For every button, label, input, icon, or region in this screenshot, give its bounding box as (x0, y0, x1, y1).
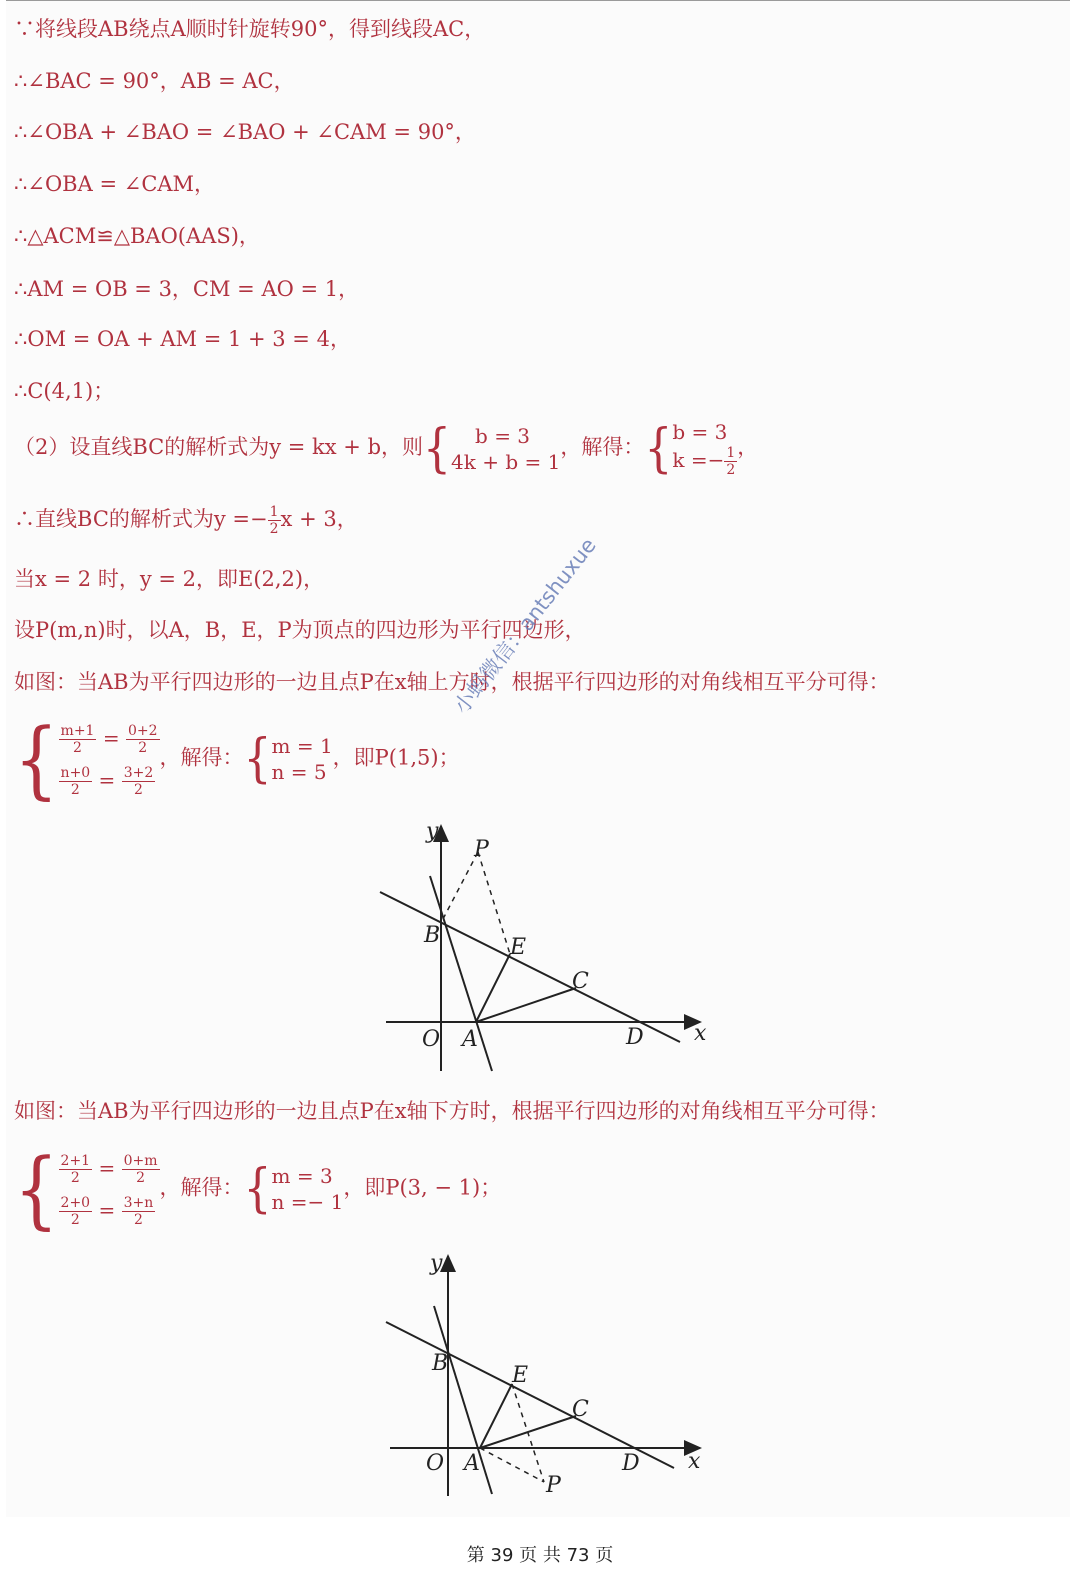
case2-text: 如图：当AB为平行四边形的一边且点P在x轴下方时，根据平行四边形的对角线相互平分可得： (14, 1099, 890, 1123)
label-o: O (426, 1451, 445, 1476)
label-p: P (474, 837, 489, 862)
system-1: b = 3 4k + b = 1 (451, 423, 561, 474)
watermark: 小蚂微信：antshuxue (449, 533, 601, 719)
label-o: O (422, 1027, 441, 1052)
figure-1 (366, 816, 726, 1076)
label-b: B (424, 923, 441, 948)
proof-line-8: ∴C(4,1)； (14, 379, 115, 403)
part2-mid: ，解得： (560, 435, 645, 459)
line-bc (386, 1322, 674, 1468)
system-2: b = 3 k =− $\frac{1}{2}$ (672, 420, 736, 478)
figure-2 (366, 1246, 726, 1506)
segment-pe (478, 852, 510, 954)
label-x: x (688, 1449, 701, 1474)
document-page (6, 0, 1070, 1517)
page-footer: 第 39 页 共 73 页 (466, 1545, 614, 1566)
line-bc (380, 892, 680, 1042)
left-brace: { (644, 417, 673, 479)
proof-line-6: ∴AM = OB = 3，CM = AO = 1， (14, 277, 360, 301)
label-e: E (512, 1363, 529, 1388)
bc-line: ∴直线BC的解析式为y =− $\frac{1}{2}$ x + 3， (14, 504, 358, 537)
label-c: C (572, 1397, 589, 1422)
left-brace: { (423, 417, 452, 479)
case1-text: 如图：当AB为平行四边形的一边且点P在x轴上方时，根据平行四边形的对角线相互平分可得： (14, 670, 890, 694)
label-y: y (430, 1251, 443, 1276)
proof-line-7: ∴OM = OA + AM = 1 + 3 = 4， (14, 327, 351, 351)
label-d: D (622, 1451, 640, 1476)
label-a: A (464, 1451, 480, 1476)
p-point-line: 设P(m,n)时，以A，B，E，P为顶点的四边形为平行四边形， (14, 618, 586, 642)
case2-equations: { $\frac{2+1}{2}$ = $\frac{0+m}{2}$ $\frac{2+0}{2}$ = $\frac{3+n}{2}$ ，解得：{ m = 3 n =− 1 ，即P(3, − 1)； (14, 1139, 502, 1239)
label-e: E (510, 935, 527, 960)
label-p: P (546, 1473, 561, 1498)
part2-line: （2）设直线BC的解析式为y = kx + b，则{ b = 3 4k + b = 1 ，解得：{ b = 3 k =− $\frac{1}{2}$ ， (14, 417, 759, 479)
label-c: C (572, 969, 589, 994)
label-b: B (432, 1351, 449, 1376)
label-d: D (626, 1025, 644, 1050)
label-y: y (426, 819, 439, 844)
part2-prefix: （2）设直线BC的解析式为y = kx + b，则 (14, 435, 424, 459)
proof-line-2: ∴∠BAC = 90°，AB = AC， (14, 69, 295, 93)
case1-equations: { $\frac{m+1}{2}$ = $\frac{0+2}{2}$ $\frac{n+0}{2}$ = $\frac{3+2}{2}$ ，解得：{ m = 1 n = 5 ，即P(1,5)； (14, 709, 460, 809)
label-a: A (462, 1027, 478, 1052)
proof-line-5: ∴△ACM≌△BAO(AAS)， (14, 224, 260, 248)
proof-line-1: ∵将线段AB绕点A顺时针旋转90°，得到线段AC， (14, 17, 486, 41)
e-point-line: 当x = 2 时，y = 2，即E(2,2)， (14, 567, 325, 591)
label-x: x (694, 1021, 707, 1046)
proof-line-3: ∴∠OBA + ∠BAO = ∠BAO + ∠CAM = 90°， (14, 120, 476, 144)
segment-bp (443, 852, 478, 919)
proof-line-4: ∴∠OBA = ∠CAM， (14, 172, 216, 196)
